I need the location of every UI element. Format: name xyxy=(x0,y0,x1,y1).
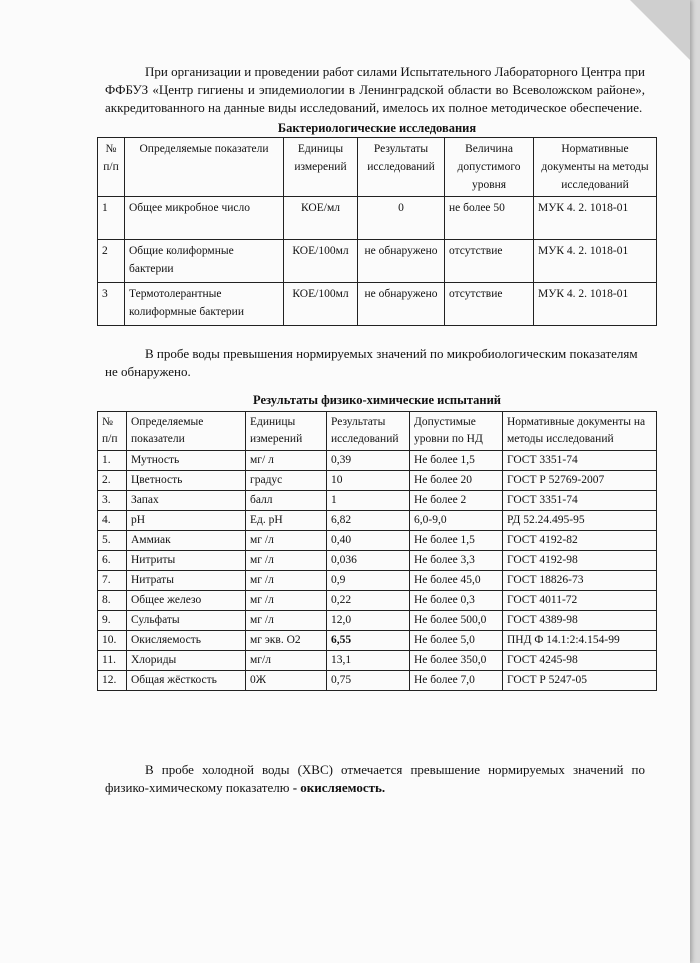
phys-header-cell: Нормативные документы на методы исследований xyxy=(503,412,657,451)
bact-cell: 3 xyxy=(98,283,125,326)
phys-cell: мг экв. О2 xyxy=(246,631,327,651)
phys-cell: 0,40 xyxy=(327,531,410,551)
phys-cell: ПНД Ф 14.1:2:4.154-99 xyxy=(503,631,657,651)
table-row xyxy=(98,531,657,551)
bact-cell: не обнаружено xyxy=(358,283,445,326)
phys-header-cell: Определяемые показатели xyxy=(127,412,246,451)
bact-cell: не более 50 xyxy=(445,197,534,240)
phys-cell: мг /л xyxy=(246,551,327,571)
table-row xyxy=(98,651,657,671)
bact-header-cell: Единицы измерений xyxy=(284,138,358,197)
phys-cell: 8. xyxy=(98,591,127,611)
table-row xyxy=(98,283,657,326)
phys-cell: Не более 1,5 xyxy=(410,531,503,551)
table-row xyxy=(98,571,657,591)
bact-caption: Бактериологические исследования xyxy=(277,121,477,135)
table-row xyxy=(98,240,657,283)
table-row xyxy=(98,671,657,691)
phys-cell: мг /л xyxy=(246,591,327,611)
phys-cell: 6. xyxy=(98,551,127,571)
phys-cell: Нитраты xyxy=(127,571,246,591)
bact-header-cell: Результаты исследований xyxy=(358,138,445,197)
phys-cell: 6,82 xyxy=(327,511,410,531)
bact-cell: КОЕ/100мл xyxy=(284,240,358,283)
bact-header-cell: Определяемые показатели xyxy=(125,138,284,197)
phys-cell: Не более 500,0 xyxy=(410,611,503,631)
phys-cell: Общая жёсткость xyxy=(127,671,246,691)
phys-caption: Результаты физико-химические испытаний xyxy=(252,393,502,407)
bact-cell: МУК 4. 2. 1018-01 xyxy=(534,240,657,283)
phys-cell: ГОСТ Р 52769-2007 xyxy=(503,471,657,491)
table-row xyxy=(98,511,657,531)
bact-cell: КОЕ/100мл xyxy=(284,283,358,326)
phys-cell: мг /л xyxy=(246,571,327,591)
bact-header-cell: Величина допустимого уровня xyxy=(445,138,534,197)
bact-cell: не обнаружено xyxy=(358,240,445,283)
phys-cell: 6,55 xyxy=(327,631,410,651)
bact-cell: отсутствие xyxy=(445,283,534,326)
phys-cell: ГОСТ 3351-74 xyxy=(503,491,657,511)
table-row xyxy=(98,451,657,471)
bact-cell: Термотолерантные колиформные бактерии xyxy=(125,283,284,326)
phys-header-cell: Допустимые уровни по НД xyxy=(410,412,503,451)
bact-cell: 1 xyxy=(98,197,125,240)
phys-cell: 1 xyxy=(327,491,410,511)
phys-cell: рН xyxy=(127,511,246,531)
bact-cell: Общее микробное число xyxy=(125,197,284,240)
table-row xyxy=(98,611,657,631)
phys-cell: Общее железо xyxy=(127,591,246,611)
phys-cell: мг/ л xyxy=(246,451,327,471)
phys-body xyxy=(98,451,657,691)
physchem-table xyxy=(97,411,657,691)
microbiology-conclusion xyxy=(105,345,645,381)
phys-cell: Запах xyxy=(127,491,246,511)
phys-cell: 0,9 xyxy=(327,571,410,591)
phys-cell: 9. xyxy=(98,611,127,631)
phys-header-row xyxy=(98,412,657,451)
phys-cell: мг /л xyxy=(246,531,327,551)
phys-cell: 0,22 xyxy=(327,591,410,611)
phys-cell: Не более 7,0 xyxy=(410,671,503,691)
phys-cell: Не более 2 xyxy=(410,491,503,511)
intro-text: При организации и проведении работ силами Испытательного Лабораторного Центра при ФФБУЗ «Центр гигиены и эпидемиологии в Ленинградской области во Всеволожском районе», аккредитованного на данные виды исследований, имелось их полное методическое обеспечение. xyxy=(105,64,645,115)
table-row xyxy=(98,591,657,611)
phys-cell: Не более 20 xyxy=(410,471,503,491)
table-row xyxy=(98,491,657,511)
phys-cell: мг/л xyxy=(246,651,327,671)
phys-cell: 0Ж xyxy=(246,671,327,691)
phys-cell: Сульфаты xyxy=(127,611,246,631)
bact-cell: 0 xyxy=(358,197,445,240)
phys-cell: Цветность xyxy=(127,471,246,491)
phys-cell: Ед. рН xyxy=(246,511,327,531)
bact-cell: отсутствие xyxy=(445,240,534,283)
phys-cell: 12,0 xyxy=(327,611,410,631)
phys-cell: ГОСТ Р 5247-05 xyxy=(503,671,657,691)
phys-cell: Не более 1,5 xyxy=(410,451,503,471)
phys-cell: 2. xyxy=(98,471,127,491)
phys-cell: Аммиак xyxy=(127,531,246,551)
phys-cell: балл xyxy=(246,491,327,511)
bact-header-row xyxy=(98,138,657,197)
phys-cell: РД 52.24.495-95 xyxy=(503,511,657,531)
phys-cell: 4. xyxy=(98,511,127,531)
conclusion2-text: В пробе холодной воды (ХВС) отмечается превышение нормируемых значений по физико-химическому показателю xyxy=(105,762,645,795)
phys-cell: 5. xyxy=(98,531,127,551)
intro-paragraph xyxy=(105,63,645,117)
phys-cell: Хлориды xyxy=(127,651,246,671)
phys-cell: 10 xyxy=(327,471,410,491)
phys-cell: Не более 350,0 xyxy=(410,651,503,671)
table-row xyxy=(98,197,657,240)
phys-cell: 12. xyxy=(98,671,127,691)
phys-cell: 1. xyxy=(98,451,127,471)
phys-cell: ГОСТ 4245-98 xyxy=(503,651,657,671)
physchem-conclusion xyxy=(105,761,645,797)
phys-cell: 10. xyxy=(98,631,127,651)
phys-cell: ГОСТ 4192-82 xyxy=(503,531,657,551)
phys-cell: ГОСТ 3351-74 xyxy=(503,451,657,471)
phys-cell: мг /л xyxy=(246,611,327,631)
phys-cell: ГОСТ 4011-72 xyxy=(503,591,657,611)
phys-cell: 13,1 xyxy=(327,651,410,671)
phys-cell: Окисляемость xyxy=(127,631,246,651)
phys-cell: ГОСТ 4389-98 xyxy=(503,611,657,631)
bact-cell: 2 xyxy=(98,240,125,283)
bact-cell: МУК 4. 2. 1018-01 xyxy=(534,283,657,326)
phys-cell: Мутность xyxy=(127,451,246,471)
page-curl xyxy=(630,0,690,60)
conclusion1-text: В пробе воды превышения нормируемых значений по микробиологическим показателям не обнаружено. xyxy=(105,346,638,379)
phys-header-cell: Единицы измерений xyxy=(246,412,327,451)
phys-cell: Не более 0,3 xyxy=(410,591,503,611)
phys-cell: 0,036 xyxy=(327,551,410,571)
bacteriology-table xyxy=(97,137,657,326)
phys-cell: Не более 5,0 xyxy=(410,631,503,651)
bact-header-cell: Нормативные документы на методы исследований xyxy=(534,138,657,197)
bact-header-cell: № п/п xyxy=(98,138,125,197)
phys-header-cell: Результаты исследований xyxy=(327,412,410,451)
phys-cell: 0,39 xyxy=(327,451,410,471)
phys-cell: 7. xyxy=(98,571,127,591)
table-row xyxy=(98,631,657,651)
phys-cell: Не более 3,3 xyxy=(410,551,503,571)
phys-header-cell: № п/п xyxy=(98,412,127,451)
table-row xyxy=(98,551,657,571)
conclusion2-bold: - окисляемость. xyxy=(292,780,386,795)
bact-cell: Общие колиформные бактерии xyxy=(125,240,284,283)
phys-cell: Нитриты xyxy=(127,551,246,571)
phys-cell: 6,0-9,0 xyxy=(410,511,503,531)
phys-cell: 0,75 xyxy=(327,671,410,691)
phys-cell: 11. xyxy=(98,651,127,671)
phys-cell: ГОСТ 4192-98 xyxy=(503,551,657,571)
bact-cell: КОЕ/мл xyxy=(284,197,358,240)
phys-cell: 3. xyxy=(98,491,127,511)
phys-cell: градус xyxy=(246,471,327,491)
bact-cell: МУК 4. 2. 1018-01 xyxy=(534,197,657,240)
table-row xyxy=(98,471,657,491)
phys-cell: Не более 45,0 xyxy=(410,571,503,591)
phys-cell: ГОСТ 18826-73 xyxy=(503,571,657,591)
